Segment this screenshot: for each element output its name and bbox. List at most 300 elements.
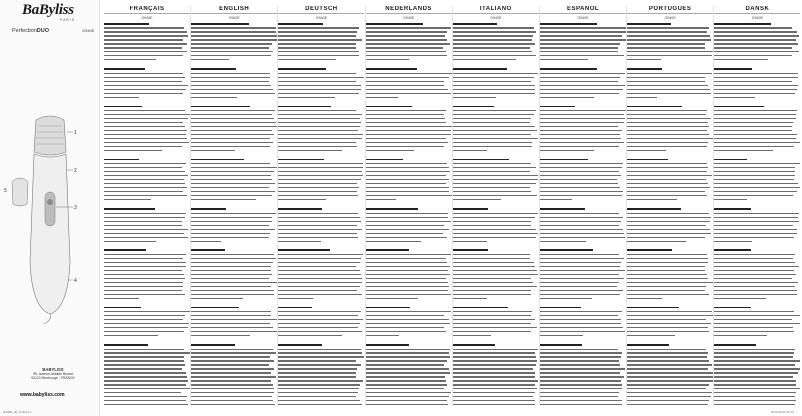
body-text-line [714, 55, 791, 56]
body-text-line [453, 237, 536, 238]
body-text-line [453, 368, 533, 369]
section-heading-line [278, 307, 311, 309]
section-heading-line [714, 68, 752, 70]
body-text-line [540, 187, 620, 188]
body-text-line [278, 195, 357, 196]
body-text-line [714, 175, 795, 176]
body-text-line [104, 126, 185, 127]
body-text-line [453, 258, 530, 259]
body-text-line [104, 372, 186, 373]
section-heading-line [366, 249, 409, 251]
body-text-line [714, 266, 799, 267]
body-text-line [366, 254, 451, 255]
body-text-line [191, 221, 272, 222]
paragraph-gap [627, 203, 713, 206]
body-text-line [453, 319, 535, 320]
paragraph-gap [191, 154, 277, 157]
body-text-line [366, 241, 422, 242]
print-footer-right: 2013/11/20 16:19 [770, 410, 794, 414]
body-text-line [104, 122, 183, 123]
body-text-line [540, 282, 619, 283]
body-text-line [191, 175, 271, 176]
address-line: 92120 Montrouge - FRANCE [31, 376, 75, 380]
body-text-line [104, 241, 156, 242]
body-text-line [540, 225, 619, 226]
section-heading-line [191, 307, 239, 309]
body-text-line [714, 376, 793, 377]
paragraph-gap [540, 154, 626, 157]
body-text-line [627, 31, 707, 32]
body-text-line [104, 368, 182, 369]
body-text-line [366, 138, 446, 139]
paragraph-gap [278, 101, 364, 104]
body-text-line [104, 323, 189, 324]
body-text-line [366, 39, 447, 40]
body-text-line [540, 39, 626, 40]
body-text-line [540, 315, 618, 316]
body-text-line [104, 266, 186, 267]
body-text-line [453, 142, 532, 143]
body-text-line [453, 199, 502, 200]
body-text-line [540, 274, 619, 275]
body-text-line [366, 163, 447, 164]
body-text-line [366, 97, 399, 98]
body-text-line [453, 233, 538, 234]
paragraph-gap [366, 302, 452, 305]
callout-2: 2 [74, 168, 77, 174]
body-text-line [104, 404, 188, 405]
body-text-line [714, 195, 792, 196]
body-text-line [540, 130, 622, 131]
body-text-line [540, 55, 624, 56]
body-text-line [540, 59, 588, 60]
body-text-line [191, 195, 272, 196]
body-text-line [104, 27, 184, 28]
body-text-line [104, 134, 186, 135]
language-title: DANSK [714, 6, 800, 14]
body-text-line [453, 163, 531, 164]
body-text-line [366, 130, 452, 131]
body-text-line [714, 171, 795, 172]
print-footer-left: G940E_IB_3-28-A4 1 [3, 410, 32, 414]
body-text-line [191, 266, 271, 267]
body-text-line [366, 376, 446, 377]
body-text-line [278, 233, 356, 234]
body-text-line [714, 311, 793, 312]
body-text-line [714, 51, 799, 52]
body-text-line [627, 191, 705, 192]
body-text-line [191, 225, 269, 226]
body-text-line [278, 254, 362, 255]
paragraph-gap [540, 101, 626, 104]
body-text-line [714, 400, 795, 401]
body-text-line [540, 118, 625, 119]
body-text-line [453, 229, 536, 230]
product-suffix: DUO [36, 28, 49, 34]
body-text-line [714, 364, 795, 365]
column-divider [452, 6, 453, 406]
body-text-line [714, 183, 797, 184]
body-text-line [104, 392, 181, 393]
language-title: FRANÇAIS [104, 6, 190, 14]
body-text-line [278, 59, 336, 60]
body-text-line [453, 175, 538, 176]
body-text-line [453, 85, 535, 86]
brand-logo: BaByliss [22, 2, 74, 18]
paragraph-gap [453, 101, 539, 104]
body-text-line [714, 258, 793, 259]
body-text-line [714, 368, 800, 369]
body-text-line [714, 89, 797, 90]
paragraph-gap [366, 101, 452, 104]
body-text-line [453, 327, 538, 328]
section-heading-line [627, 106, 682, 108]
body-text-line [104, 400, 186, 401]
body-text-line [453, 93, 535, 94]
body-text-line [453, 352, 535, 353]
body-text-line [191, 59, 229, 60]
text-body [540, 23, 626, 406]
body-text-line [366, 81, 444, 82]
body-text-line [453, 400, 535, 401]
body-text-line [540, 364, 620, 365]
body-text-line [191, 51, 273, 52]
paragraph-gap [627, 101, 713, 104]
paragraph-gap [453, 339, 539, 342]
body-text-line [104, 364, 185, 365]
section-heading-line [714, 23, 770, 25]
body-text-line [714, 167, 794, 168]
body-text-line [191, 89, 273, 90]
section-heading-line [278, 23, 323, 25]
body-text-line [453, 335, 491, 336]
body-text-line [453, 396, 534, 397]
section-heading-line [453, 344, 496, 346]
paragraph-gap [453, 244, 539, 247]
body-text-line [714, 225, 793, 226]
body-text-line [453, 404, 535, 405]
section-heading-line [714, 106, 763, 108]
body-text-line [366, 294, 452, 295]
body-text-line [278, 130, 357, 131]
paragraph-gap [104, 244, 190, 247]
body-text-line [714, 294, 797, 295]
body-text-line [540, 191, 623, 192]
body-text-line [278, 97, 334, 98]
body-text-line [453, 294, 531, 295]
body-text-line [627, 286, 706, 287]
section-heading-line [627, 307, 679, 309]
body-text-line [278, 199, 326, 200]
body-text-line [540, 368, 625, 369]
body-text-line [278, 225, 356, 226]
section-heading-line [104, 23, 149, 25]
section-heading-line [104, 159, 139, 161]
body-text-line [278, 55, 359, 56]
epilator-head [34, 116, 66, 155]
body-text-line [104, 376, 187, 377]
body-text-line [627, 270, 705, 271]
body-text-line [191, 372, 271, 373]
paragraph-gap [714, 101, 800, 104]
section-heading-line [627, 249, 671, 251]
paragraph-gap [191, 244, 277, 247]
body-text-line [453, 118, 531, 119]
body-text-line [191, 130, 272, 131]
body-text-line [453, 372, 535, 373]
body-text-line [278, 122, 360, 123]
body-text-line [714, 278, 792, 279]
paragraph-gap [191, 339, 277, 342]
body-text-line [453, 388, 537, 389]
body-text-line [278, 167, 363, 168]
body-text-line [278, 349, 361, 350]
section-heading-line [191, 68, 236, 70]
body-text-line [366, 380, 446, 381]
body-text-line [627, 150, 666, 151]
body-text-line [104, 225, 182, 226]
body-text-line [453, 191, 532, 192]
body-text-line [191, 114, 271, 115]
body-text-line [627, 114, 706, 115]
paragraph-gap [191, 101, 277, 104]
body-text-line [278, 114, 362, 115]
body-text-line [191, 233, 270, 234]
body-text-line [714, 221, 799, 222]
body-text-line [104, 199, 151, 200]
body-text-line [366, 349, 450, 350]
section-heading-line [191, 106, 249, 108]
body-text-line [627, 171, 707, 172]
body-text-line [366, 122, 446, 123]
model-code: G940E [751, 16, 763, 20]
paragraph-gap [366, 244, 452, 247]
body-text-line [627, 368, 708, 369]
body-text-line [366, 364, 445, 365]
body-text-line [104, 278, 185, 279]
paragraph-gap [714, 154, 800, 157]
section-heading-line [540, 249, 593, 251]
body-text-line [627, 93, 711, 94]
body-text-line [104, 51, 187, 52]
paragraph-gap [366, 154, 452, 157]
paragraph-gap [540, 339, 626, 342]
body-text-line [278, 400, 360, 401]
section-heading-line [366, 23, 423, 25]
body-text-line [104, 327, 188, 328]
body-text-line [278, 217, 360, 218]
body-text-line [366, 270, 449, 271]
body-text-line [714, 179, 794, 180]
body-text-line [366, 183, 447, 184]
body-text-line [191, 31, 276, 32]
body-text-line [366, 35, 445, 36]
body-text-line [191, 187, 269, 188]
body-text-line [191, 278, 269, 279]
body-text-line [278, 352, 362, 353]
body-text-line [714, 315, 799, 316]
body-text-line [104, 195, 187, 196]
body-text-line [714, 274, 795, 275]
website-link[interactable]: www.babyliss.com [20, 392, 65, 398]
body-text-line [453, 225, 531, 226]
power-cord [44, 314, 50, 324]
body-text-line [627, 85, 707, 86]
body-text-line [540, 163, 623, 164]
body-text-line [278, 258, 360, 259]
model-code: G940E [664, 16, 676, 20]
body-text-line [714, 217, 798, 218]
body-text-line [191, 319, 277, 320]
body-text-line [540, 114, 624, 115]
body-text-line [366, 217, 448, 218]
body-text-line [453, 134, 532, 135]
body-text-line [714, 43, 798, 44]
body-text-line [104, 286, 183, 287]
body-text-line [191, 241, 221, 242]
body-text-line [191, 323, 270, 324]
cover-panel [0, 0, 100, 416]
body-text-line [104, 97, 139, 98]
body-text-line [366, 175, 446, 176]
body-text-line [104, 221, 182, 222]
body-text-line [627, 388, 706, 389]
body-text-line [366, 237, 447, 238]
language-column [627, 6, 713, 406]
body-text-line [714, 187, 800, 188]
body-text-line [627, 122, 708, 123]
body-text-line [366, 368, 450, 369]
body-text-line [627, 396, 711, 397]
body-text-line [453, 130, 537, 131]
body-text-line [278, 39, 362, 40]
body-text-line [191, 217, 272, 218]
body-text-line [278, 388, 359, 389]
paragraph-gap [104, 302, 190, 305]
section-heading-line [453, 23, 497, 25]
body-text-line [540, 349, 618, 350]
section-heading-line [366, 344, 409, 346]
column-divider [713, 6, 714, 406]
body-text-line [453, 47, 531, 48]
body-text-line [714, 237, 794, 238]
language-title: ITALIANO [453, 6, 539, 14]
paragraph-gap [627, 302, 713, 305]
body-text-line [191, 356, 270, 357]
body-text-line [453, 167, 536, 168]
body-text-line [453, 356, 536, 357]
body-text-line [366, 262, 447, 263]
body-text-line [453, 270, 537, 271]
paragraph-gap [540, 244, 626, 247]
body-text-line [278, 315, 357, 316]
address-block [18, 368, 88, 380]
body-text-line [627, 59, 661, 60]
model-code: G940E [402, 16, 415, 20]
body-text-line [104, 183, 185, 184]
body-text-line [366, 258, 446, 259]
body-text-line [540, 221, 621, 222]
column-divider [539, 6, 540, 406]
body-text-line [191, 35, 276, 36]
paragraph-gap [453, 302, 539, 305]
paragraph-gap [278, 302, 364, 305]
body-text-line [191, 384, 273, 385]
body-text-line [191, 134, 274, 135]
body-text-line [714, 150, 772, 151]
body-text-line [104, 298, 139, 299]
body-text-line [366, 315, 445, 316]
body-text-line [627, 213, 709, 214]
body-text-line [627, 384, 709, 385]
paragraph-gap [714, 339, 800, 342]
language-title: DEUTSCH [278, 6, 364, 14]
body-text-line [714, 39, 796, 40]
body-text-line [366, 388, 444, 389]
body-text-line [540, 122, 624, 123]
body-text-line [366, 77, 450, 78]
body-text-line [540, 311, 622, 312]
body-text-line [278, 241, 321, 242]
body-text-line [453, 376, 535, 377]
body-text-line [366, 384, 448, 385]
body-text-line [104, 138, 187, 139]
body-text-line [191, 229, 274, 230]
body-text-line [540, 270, 625, 271]
body-text-line [278, 229, 361, 230]
body-text-line [714, 122, 793, 123]
body-text-line [104, 187, 187, 188]
body-text-line [104, 110, 185, 111]
body-text-line [627, 278, 708, 279]
body-text-line [366, 360, 447, 361]
column-divider [277, 6, 278, 406]
body-text-line [278, 262, 360, 263]
body-text-line [104, 315, 185, 316]
body-text-line [453, 282, 534, 283]
text-body [714, 23, 800, 406]
paragraph-gap [104, 154, 190, 157]
model-code: G940E [577, 16, 589, 20]
body-text-line [278, 93, 358, 94]
body-text-line [104, 217, 185, 218]
callout-3: 3 [74, 205, 77, 211]
brand-subtitle: PARIS [60, 18, 76, 22]
body-text-line [540, 138, 621, 139]
body-text-line [366, 134, 452, 135]
body-text-line [191, 315, 271, 316]
body-text-line [540, 217, 623, 218]
language-column [278, 6, 364, 406]
paragraph-gap [278, 63, 364, 66]
body-text-line [714, 81, 792, 82]
body-text-line [540, 27, 626, 28]
body-text-line [104, 163, 186, 164]
body-text-line [191, 258, 276, 259]
body-text-line [366, 59, 409, 60]
body-text-line [714, 356, 792, 357]
body-text-line [714, 138, 796, 139]
product-name [12, 28, 49, 34]
body-text-line [540, 146, 619, 147]
body-text-line [627, 311, 712, 312]
body-text-line [627, 290, 705, 291]
body-text-line [453, 278, 531, 279]
body-text-line [191, 118, 274, 119]
body-text-line [366, 225, 444, 226]
body-text-line [627, 138, 713, 139]
body-text-line [714, 199, 747, 200]
